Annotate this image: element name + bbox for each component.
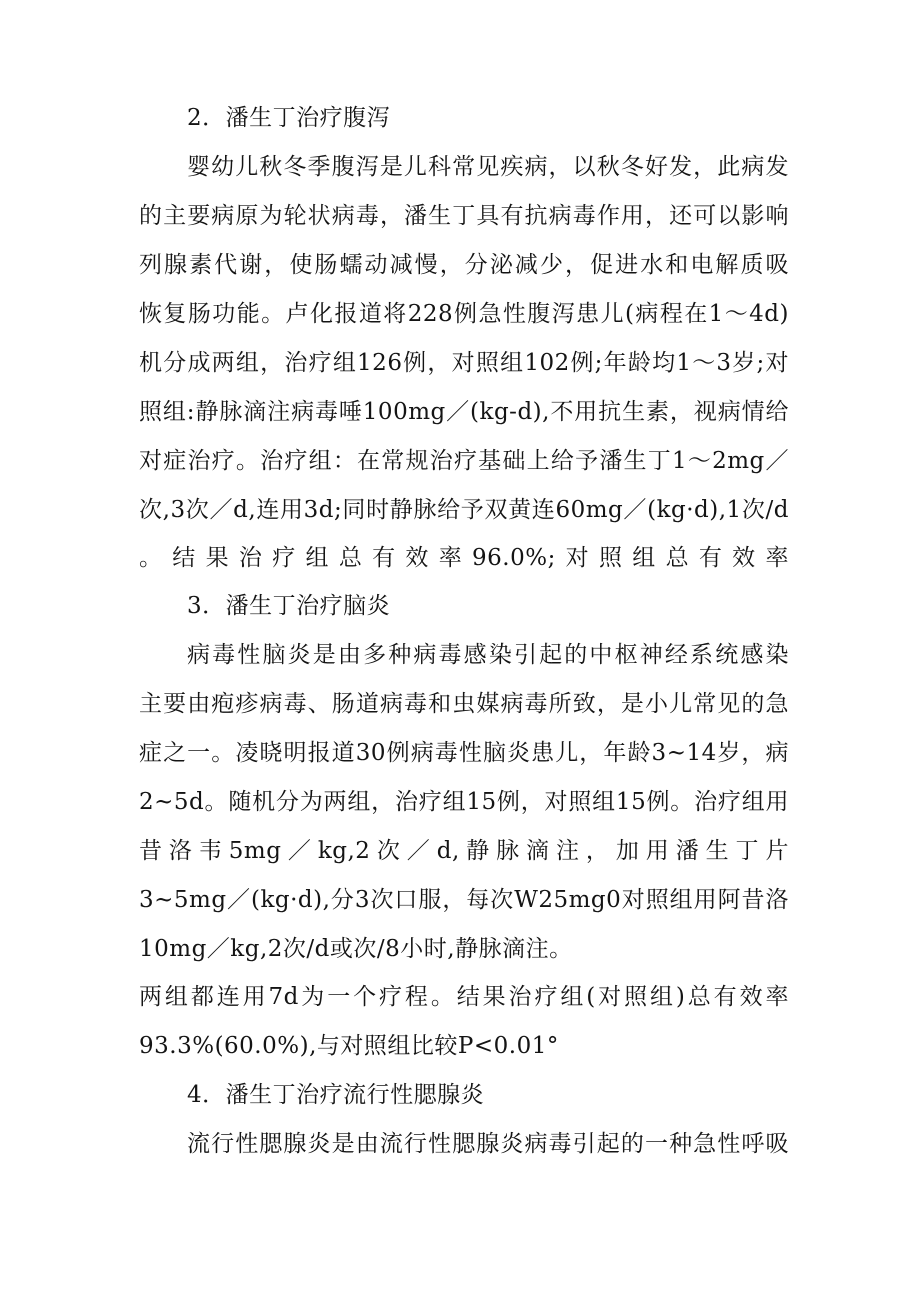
paragraph-line: 机分成两组，治疗组126例，对照组102例;年龄均1～3岁;对 (139, 350, 789, 376)
paragraph-line: 恢复肠功能。卢化报道将228例急性腹泻患儿(病程在1～4d) (139, 301, 789, 327)
paragraph-line: 流行性腮腺炎是由流行性腮腺炎病毒引起的一种急性呼吸 (187, 1131, 789, 1157)
paragraph-line: 次,3次／d,连用3d;同时静脉给予双黄连60mg／(kg·d),1次/d (139, 497, 789, 523)
paragraph-line: 对症治疗。治疗组：在常规治疗基础上给予潘生丁1～2mg／ (139, 448, 789, 474)
paragraph-line: 93.3%(60.0%),与对照组比较P<0.01° (139, 1033, 559, 1059)
section-heading-diarrhea: 2．潘生丁治疗腹泻 (187, 105, 391, 131)
paragraph-line: 主要由疱疹病毒、肠道病毒和虫媒病毒所致，是小儿常见的急 (139, 691, 789, 717)
paragraph-line: 列腺素代谢，使肠蠕动减慢，分泌减少，促进水和电解质吸 (139, 252, 789, 278)
paragraph-line: 照组:静脉滴注病毒唾100mg／(kg-d),不用抗生素，视病情给 (139, 399, 789, 425)
paragraph-line: 。结果治疗组总有效率96.0%;对照组总有效率 (139, 545, 789, 571)
paragraph-line: 婴幼儿秋冬季腹泻是儿科常见疾病，以秋冬好发，此病发 (187, 154, 789, 180)
paragraph-line: 的主要病原为轮状病毒，潘生丁具有抗病毒作用，还可以影响 (139, 203, 789, 229)
section-heading-mumps: 4．潘生丁治疗流行性腮腺炎 (187, 1082, 485, 1108)
section-heading-encephalitis: 3．潘生丁治疗脑炎 (187, 593, 391, 619)
paragraph-line: 症之一。凌晓明报道30例病毒性脑炎患儿，年龄3~14岁，病 (139, 740, 789, 766)
paragraph-line: 10mg／kg,2次/d或次/8小时,静脉滴注。 (139, 936, 573, 962)
paragraph-line: 昔洛韦5mg／kg,2次／d,静脉滴注，加用潘生丁片 (139, 838, 789, 864)
paragraph-line: 2~5d。随机分为两组，治疗组15例，对照组15例。治疗组用 (139, 789, 789, 815)
paragraph-line: 3~5mg／(kg·d),分3次口服，每次W25mg0对照组用阿昔洛 (139, 887, 789, 913)
paragraph-line: 两组都连用7d为一个疗程。结果治疗组(对照组)总有效率 (139, 984, 789, 1010)
paragraph-line: 病毒性脑炎是由多种病毒感染引起的中枢神经系统感染 (187, 642, 789, 668)
